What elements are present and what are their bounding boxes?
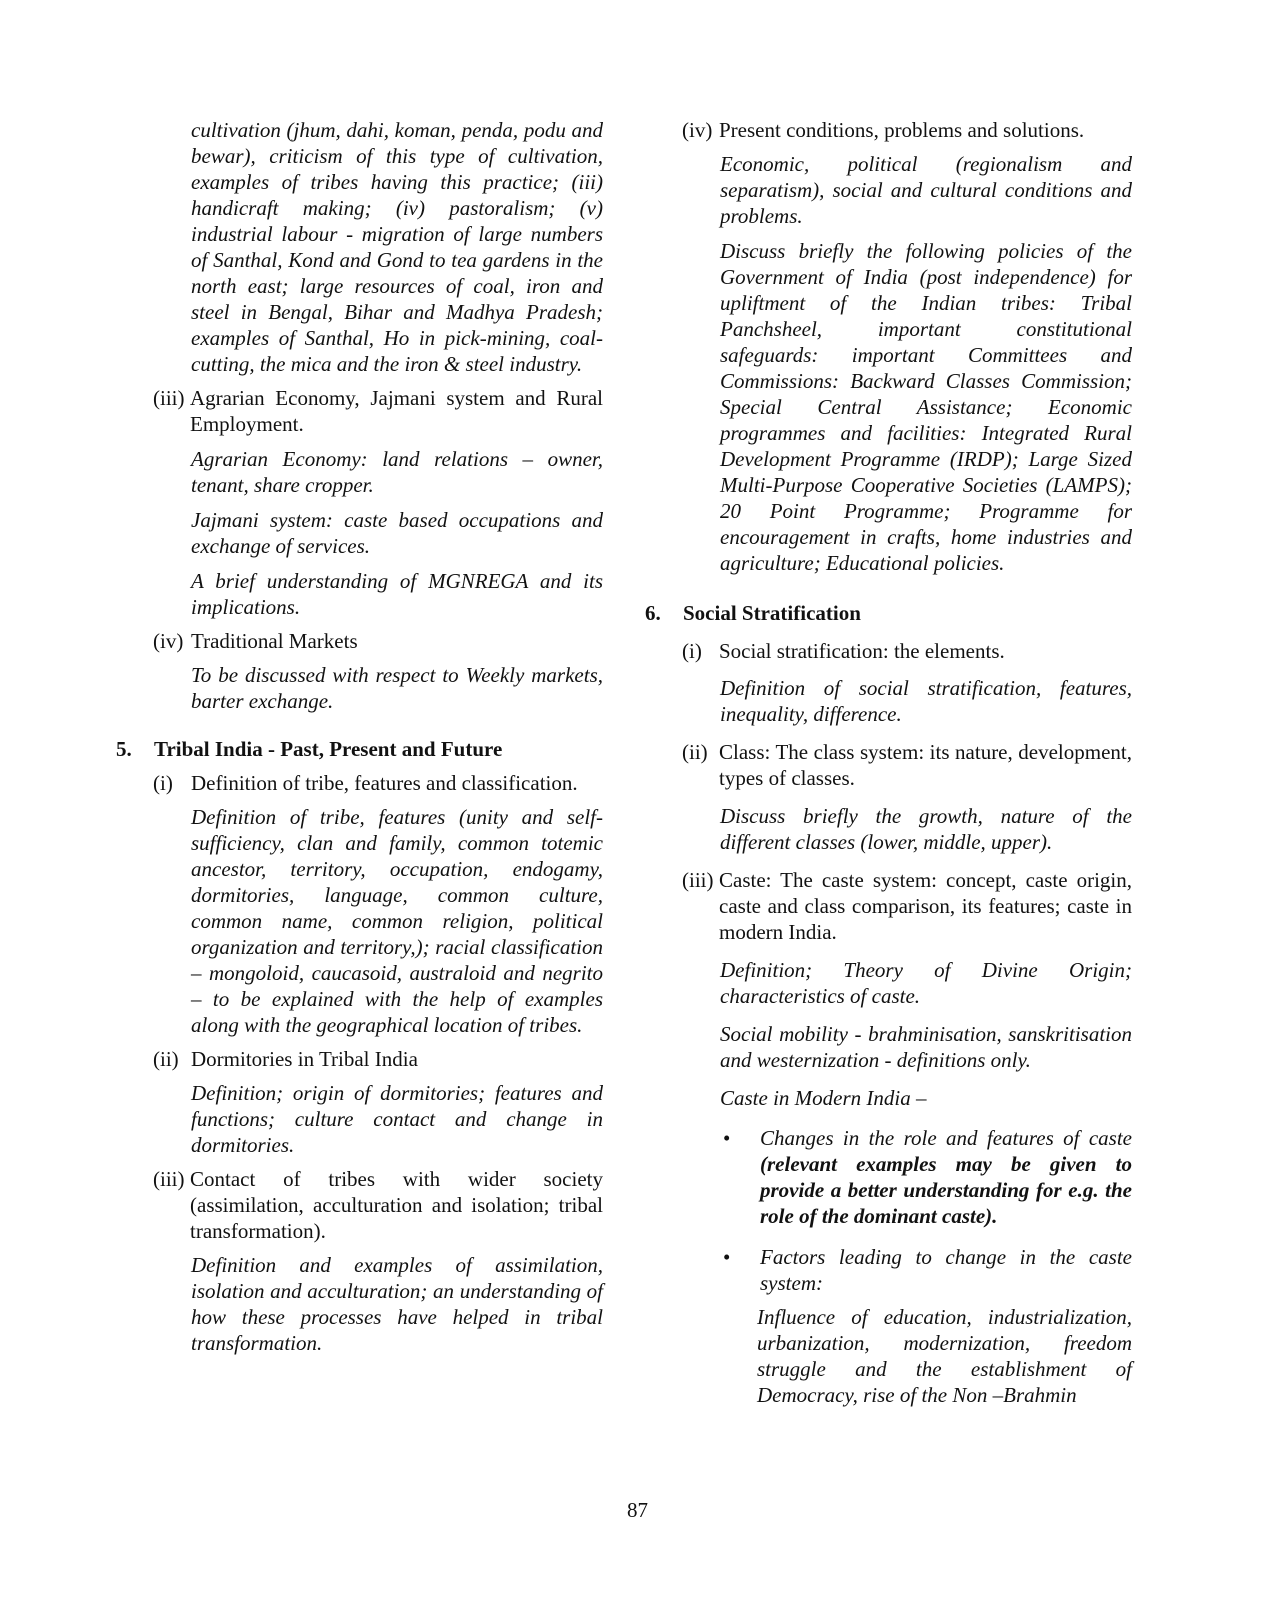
page-number: 87 (627, 1498, 648, 1522)
bullet-icon: • (723, 1126, 731, 1150)
list-item (720, 1125, 1132, 1229)
item-definition-of-tribe (153, 770, 603, 796)
bullet-text-italic: Changes in the role and features of caste (760, 1126, 1132, 1150)
markets-paragraph: To be discussed with respect to Weekly markets, barter exchange. (191, 663, 603, 713)
right-column (645, 117, 1132, 1408)
list-item (720, 1244, 1132, 1296)
item-number: (iv) (682, 118, 713, 142)
section-number: 5. (116, 737, 132, 761)
caste-modern-india-label: Caste in Modern India – (720, 1086, 927, 1110)
item-agrarian-economy (153, 385, 603, 437)
tribe-definition-paragraph: Definition of tribe, features (unity and self-sufficiency, clan and family, common totemic ancestor, territory, occupation, endogamy, dormitories, language, common culture, common name, common religion, political organization and territory,); racial classification – mongoloid, caucasoid, australoid and negrito – to be explained with the help of examples along with the geographical location of tribes. (191, 805, 603, 1037)
item-title: Class: The class system: its nature, development, types of classes. (719, 740, 1132, 790)
factors-paragraph: Influence of education, industrialization, urbanization, modernization, freedom struggle and the establishment of Democracy, rise of the Non –Brahmin (757, 1305, 1132, 1407)
bullet-icon: • (723, 1245, 731, 1269)
caste-bullet-list (720, 1125, 1132, 1408)
item-title: Present conditions, problems and solutions. (719, 118, 1085, 142)
item-number: (iv) (153, 629, 184, 653)
item-number: (ii) (682, 740, 708, 764)
policies-paragraph: Discuss briefly the following policies of the Government of India (post independence) for upliftment of the Indian tribes: Tribal Panchsheel, important constitutional safeguards: important Committees and Commissions: Backward Classes Commission; Special Central Assistance; Economic programmes and facilities: Integrated Rural Development Programme (IRDP); Large Sized Multi-Purpose Cooperative Societies (LAMPS); 20 Point Programme; Programme for encouragement in crafts, home industries and agriculture; Educational policies. (720, 239, 1132, 575)
item-number: (iii) (153, 1167, 185, 1191)
item-title: Dormitories in Tribal India (191, 1047, 418, 1071)
item-title: Agrarian Economy, Jajmani system and Rural Employment. (190, 386, 603, 436)
item-present-conditions (682, 117, 1132, 143)
item-title: Traditional Markets (191, 629, 358, 653)
item-number: (i) (682, 639, 702, 663)
item-title: Contact of tribes with wider society (assimilation, acculturation and isolation; tribal transformation). (190, 1167, 603, 1243)
item-number: (iii) (682, 868, 714, 892)
item-dormitories (153, 1046, 603, 1072)
item-title: Caste: The caste system: concept, caste origin, caste and class comparison, its features; caste in modern India. (719, 868, 1132, 944)
conditions-paragraph: Economic, political (regionalism and separatism), social and cultural conditions and problems. (720, 152, 1132, 228)
item-social-stratification (682, 638, 1132, 664)
section-6-heading (645, 600, 1132, 626)
item-number: (i) (153, 771, 173, 795)
class-paragraph: Discuss briefly the growth, nature of the different classes (lower, middle, upper). (720, 804, 1132, 854)
bullet-text-bold: (relevant examples may be given to provide a better understanding for e.g. the role of the dominant caste). (760, 1152, 1132, 1228)
caste-definition-paragraph: Definition; Theory of Divine Origin; characteristics of caste. (720, 958, 1132, 1008)
intro-paragraph: cultivation (jhum, dahi, koman, penda, podu and bewar), criticism of this type of cultivation, examples of tribes having this practice; (iii) handicraft making; (iv) pastoralism; (v) industrial labour - migration of large numbers of Santhal, Kond and Gond to tea gardens in the north east; large resources of coal, iron and steel in Bengal, Bihar and Madhya Pradesh; examples of Santhal, Ho in pick-mining, coal-cutting, the mica and the iron & steel industry. (191, 118, 603, 376)
stratification-paragraph: Definition of social stratification, features, inequality, difference. (720, 676, 1132, 726)
bullet-text (760, 1125, 1132, 1229)
mgnrega-paragraph: A brief understanding of MGNREGA and its implications. (191, 569, 603, 619)
bullet-text: Factors leading to change in the caste system: (760, 1245, 1132, 1295)
contact-paragraph: Definition and examples of assimilation, isolation and acculturation; an understanding of how these processes have helped in tribal transformation. (191, 1253, 603, 1355)
jajmani-paragraph: Jajmani system: caste based occupations and exchange of services. (191, 508, 603, 558)
section-title: Social Stratification (683, 601, 861, 625)
section-5-heading (116, 736, 603, 762)
agrarian-paragraph: Agrarian Economy: land relations – owner, tenant, share cropper. (191, 447, 603, 497)
section-title: Tribal India - Past, Present and Future (154, 737, 503, 761)
item-number: (iii) (153, 386, 185, 410)
item-caste (682, 867, 1132, 945)
item-title: Social stratification: the elements. (719, 639, 1005, 663)
item-contact-of-tribes (153, 1166, 603, 1244)
left-column (116, 117, 603, 1356)
item-class (682, 739, 1132, 791)
item-number: (ii) (153, 1047, 179, 1071)
section-number: 6. (645, 601, 661, 625)
social-mobility-paragraph: Social mobility - brahminisation, sanskritisation and westernization - definitions only. (720, 1022, 1132, 1072)
item-traditional-markets (153, 628, 603, 654)
item-title: Definition of tribe, features and classification. (191, 771, 578, 795)
dormitories-paragraph: Definition; origin of dormitories; features and functions; culture contact and change in dormitories. (191, 1081, 603, 1157)
